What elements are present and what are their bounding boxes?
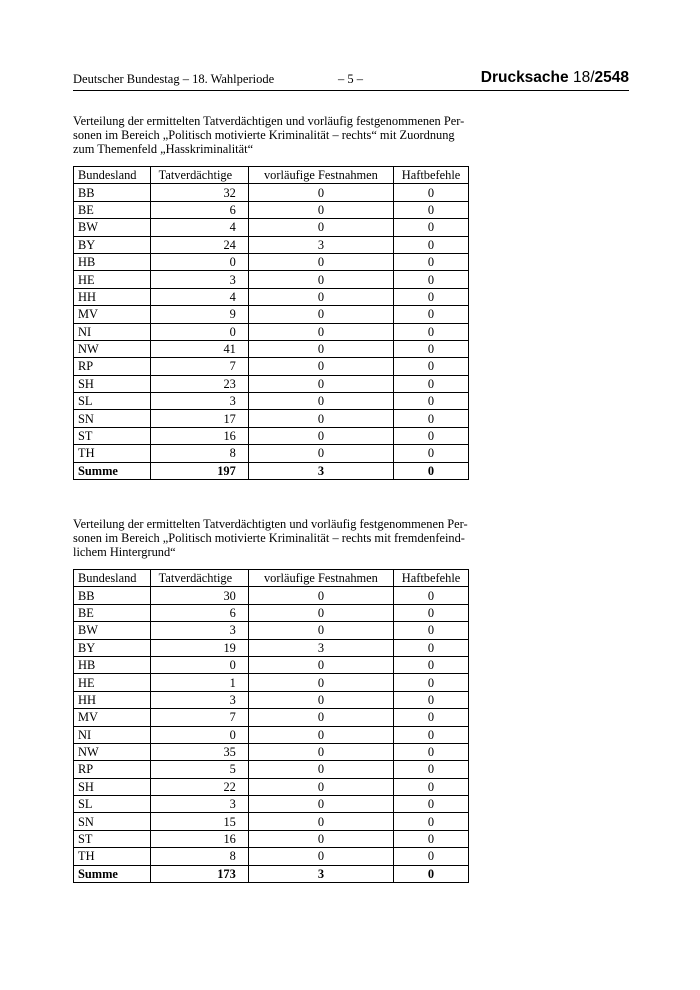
tatverdaechtige-cell: 19 bbox=[150, 639, 248, 656]
table-total-row bbox=[74, 865, 469, 882]
haftbefehle-cell: 0 bbox=[394, 639, 469, 656]
table-row bbox=[74, 184, 469, 201]
column-header: Haftbefehle bbox=[394, 570, 469, 587]
table-row bbox=[74, 604, 469, 621]
haftbefehle-cell: 0 bbox=[394, 306, 469, 323]
document-number-prefix: Drucksache bbox=[480, 69, 573, 86]
table-row bbox=[74, 236, 469, 253]
section2-intro-line: lichem Hintergrund“ bbox=[73, 545, 176, 559]
festnahmen-cell: 0 bbox=[248, 201, 393, 218]
festnahmen-cell: 0 bbox=[248, 778, 393, 795]
table-row bbox=[74, 201, 469, 218]
haftbefehle-cell: 0 bbox=[394, 201, 469, 218]
header-publication: Deutscher Bundestag – 18. Wahlperiode bbox=[73, 72, 275, 86]
column-header: Bundesland bbox=[74, 570, 151, 587]
tatverdaechtige-cell: 8 bbox=[150, 848, 248, 865]
festnahmen-cell: 0 bbox=[248, 184, 393, 201]
table-header-row bbox=[74, 167, 469, 184]
festnahmen-cell: 0 bbox=[248, 288, 393, 305]
haftbefehle-cell: 0 bbox=[394, 445, 469, 462]
tatverdaechtige-cell: 0 bbox=[150, 726, 248, 743]
tatverdaechtige-cell: 7 bbox=[150, 709, 248, 726]
table-row bbox=[74, 656, 469, 673]
column-header: Tatverdächtige bbox=[150, 167, 248, 184]
haftbefehle-cell: 0 bbox=[394, 375, 469, 392]
festnahmen-cell: 0 bbox=[248, 622, 393, 639]
bundesland-cell: BW bbox=[74, 219, 151, 236]
bundesland-cell: ST bbox=[74, 427, 151, 444]
tatverdaechtige-cell: 6 bbox=[150, 201, 248, 218]
bundesland-cell: BW bbox=[74, 622, 151, 639]
table-row bbox=[74, 375, 469, 392]
bundesland-cell: BY bbox=[74, 236, 151, 253]
tatverdaechtige-cell: 16 bbox=[150, 427, 248, 444]
tatverdaechtige-cell: 4 bbox=[150, 288, 248, 305]
tatverdaechtige-cell: 3 bbox=[150, 622, 248, 639]
table-total-row bbox=[74, 462, 469, 479]
tatverdaechtige-cell: 24 bbox=[150, 236, 248, 253]
festnahmen-cell: 0 bbox=[248, 358, 393, 375]
table-row bbox=[74, 288, 469, 305]
tatverdaechtige-cell: 6 bbox=[150, 604, 248, 621]
table-row bbox=[74, 830, 469, 847]
bundesland-cell: SN bbox=[74, 410, 151, 427]
haftbefehle-cell: 0 bbox=[394, 743, 469, 760]
festnahmen-cell: 0 bbox=[248, 813, 393, 830]
table-header-row bbox=[74, 570, 469, 587]
festnahmen-cell: 0 bbox=[248, 587, 393, 604]
festnahmen-cell: 0 bbox=[248, 674, 393, 691]
bundesland-cell: SL bbox=[74, 796, 151, 813]
festnahmen-cell: 0 bbox=[248, 271, 393, 288]
table-row bbox=[74, 271, 469, 288]
page-header bbox=[73, 69, 629, 89]
festnahmen-cell: 0 bbox=[248, 796, 393, 813]
table-row bbox=[74, 445, 469, 462]
tatverdaechtige-cell: 0 bbox=[150, 656, 248, 673]
table-row bbox=[74, 726, 469, 743]
column-header: Bundesland bbox=[74, 167, 151, 184]
total-haftbefehle-cell: 0 bbox=[394, 865, 469, 882]
festnahmen-cell: 0 bbox=[248, 393, 393, 410]
festnahmen-cell: 0 bbox=[248, 848, 393, 865]
bundesland-cell: BB bbox=[74, 587, 151, 604]
tatverdaechtige-cell: 0 bbox=[150, 253, 248, 270]
bundesland-cell: ST bbox=[74, 830, 151, 847]
tatverdaechtige-cell: 23 bbox=[150, 375, 248, 392]
festnahmen-cell: 0 bbox=[248, 375, 393, 392]
total-bundesland-cell: Summe bbox=[74, 462, 151, 479]
tatverdaechtige-cell: 3 bbox=[150, 691, 248, 708]
festnahmen-cell: 0 bbox=[248, 323, 393, 340]
tatverdaechtige-cell: 17 bbox=[150, 410, 248, 427]
bundesland-cell: BE bbox=[74, 201, 151, 218]
table-hate-crime bbox=[73, 166, 469, 480]
bundesland-cell: HH bbox=[74, 691, 151, 708]
tatverdaechtige-cell: 16 bbox=[150, 830, 248, 847]
tatverdaechtige-cell: 22 bbox=[150, 778, 248, 795]
bundesland-cell: NI bbox=[74, 323, 151, 340]
bundesland-cell: RP bbox=[74, 761, 151, 778]
haftbefehle-cell: 0 bbox=[394, 726, 469, 743]
total-festnahmen-cell: 3 bbox=[248, 462, 393, 479]
table-row bbox=[74, 410, 469, 427]
haftbefehle-cell: 0 bbox=[394, 410, 469, 427]
bundesland-cell: TH bbox=[74, 445, 151, 462]
table-row bbox=[74, 674, 469, 691]
total-festnahmen-cell: 3 bbox=[248, 865, 393, 882]
festnahmen-cell: 0 bbox=[248, 306, 393, 323]
table-row bbox=[74, 427, 469, 444]
table-row bbox=[74, 393, 469, 410]
festnahmen-cell: 0 bbox=[248, 726, 393, 743]
haftbefehle-cell: 0 bbox=[394, 427, 469, 444]
table-row bbox=[74, 691, 469, 708]
bundesland-cell: HH bbox=[74, 288, 151, 305]
table-xenophobic-body bbox=[74, 570, 469, 883]
festnahmen-cell: 0 bbox=[248, 604, 393, 621]
bundesland-cell: MV bbox=[74, 306, 151, 323]
haftbefehle-cell: 0 bbox=[394, 271, 469, 288]
table-hate-crime-body bbox=[74, 167, 469, 480]
bundesland-cell: TH bbox=[74, 848, 151, 865]
bundesland-cell: RP bbox=[74, 358, 151, 375]
section2-intro-line: Verteilung der ermittelten Tatverdächtigten und vorläufig festgenommenen Per- bbox=[73, 517, 468, 531]
tatverdaechtige-cell: 0 bbox=[150, 323, 248, 340]
table-xenophobic bbox=[73, 569, 469, 883]
tatverdaechtige-cell: 3 bbox=[150, 271, 248, 288]
festnahmen-cell: 0 bbox=[248, 709, 393, 726]
haftbefehle-cell: 0 bbox=[394, 393, 469, 410]
document-number-id: 2548 bbox=[594, 69, 629, 86]
section1-intro-line: Verteilung der ermittelten Tatverdächtigen und vorläufig festgenommenen Per- bbox=[73, 114, 465, 128]
bundesland-cell: NW bbox=[74, 340, 151, 357]
festnahmen-cell: 0 bbox=[248, 743, 393, 760]
festnahmen-cell: 0 bbox=[248, 656, 393, 673]
tatverdaechtige-cell: 5 bbox=[150, 761, 248, 778]
table-row bbox=[74, 709, 469, 726]
haftbefehle-cell: 0 bbox=[394, 340, 469, 357]
haftbefehle-cell: 0 bbox=[394, 709, 469, 726]
section2-intro-line: sonen im Bereich „Politisch motivierte Kriminalität – rechts mit fremdenfeind- bbox=[73, 531, 465, 545]
table-row bbox=[74, 639, 469, 656]
table-row bbox=[74, 848, 469, 865]
total-haftbefehle-cell: 0 bbox=[394, 462, 469, 479]
section1-intro bbox=[73, 114, 471, 156]
tatverdaechtige-cell: 3 bbox=[150, 393, 248, 410]
tatverdaechtige-cell: 15 bbox=[150, 813, 248, 830]
haftbefehle-cell: 0 bbox=[394, 184, 469, 201]
table-row bbox=[74, 778, 469, 795]
column-header: Tatverdächtige bbox=[150, 570, 248, 587]
bundesland-cell: HB bbox=[74, 253, 151, 270]
festnahmen-cell: 0 bbox=[248, 761, 393, 778]
tatverdaechtige-cell: 41 bbox=[150, 340, 248, 357]
festnahmen-cell: 3 bbox=[248, 639, 393, 656]
total-bundesland-cell: Summe bbox=[74, 865, 151, 882]
haftbefehle-cell: 0 bbox=[394, 358, 469, 375]
haftbefehle-cell: 0 bbox=[394, 236, 469, 253]
bundesland-cell: BY bbox=[74, 639, 151, 656]
tatverdaechtige-cell: 30 bbox=[150, 587, 248, 604]
bundesland-cell: NW bbox=[74, 743, 151, 760]
section1-intro-line: zum Themenfeld „Hasskriminalität“ bbox=[73, 142, 254, 156]
festnahmen-cell: 0 bbox=[248, 445, 393, 462]
bundesland-cell: BE bbox=[74, 604, 151, 621]
festnahmen-cell: 3 bbox=[248, 236, 393, 253]
table-row bbox=[74, 306, 469, 323]
festnahmen-cell: 0 bbox=[248, 340, 393, 357]
tatverdaechtige-cell: 3 bbox=[150, 796, 248, 813]
column-header: vorläufige Festnahmen bbox=[248, 570, 393, 587]
festnahmen-cell: 0 bbox=[248, 253, 393, 270]
haftbefehle-cell: 0 bbox=[394, 778, 469, 795]
haftbefehle-cell: 0 bbox=[394, 830, 469, 847]
haftbefehle-cell: 0 bbox=[394, 587, 469, 604]
header-rule bbox=[73, 90, 629, 91]
tatverdaechtige-cell: 35 bbox=[150, 743, 248, 760]
festnahmen-cell: 0 bbox=[248, 410, 393, 427]
tatverdaechtige-cell: 9 bbox=[150, 306, 248, 323]
column-header: Haftbefehle bbox=[394, 167, 469, 184]
table-row bbox=[74, 323, 469, 340]
table-row bbox=[74, 358, 469, 375]
bundesland-cell: SH bbox=[74, 375, 151, 392]
festnahmen-cell: 0 bbox=[248, 427, 393, 444]
haftbefehle-cell: 0 bbox=[394, 761, 469, 778]
haftbefehle-cell: 0 bbox=[394, 323, 469, 340]
haftbefehle-cell: 0 bbox=[394, 813, 469, 830]
haftbefehle-cell: 0 bbox=[394, 219, 469, 236]
festnahmen-cell: 0 bbox=[248, 691, 393, 708]
bundesland-cell: BB bbox=[74, 184, 151, 201]
haftbefehle-cell: 0 bbox=[394, 796, 469, 813]
bundesland-cell: NI bbox=[74, 726, 151, 743]
section2-intro bbox=[73, 517, 471, 559]
bundesland-cell: MV bbox=[74, 709, 151, 726]
haftbefehle-cell: 0 bbox=[394, 691, 469, 708]
tatverdaechtige-cell: 7 bbox=[150, 358, 248, 375]
bundesland-cell: HE bbox=[74, 271, 151, 288]
table-row bbox=[74, 761, 469, 778]
table-row bbox=[74, 219, 469, 236]
tatverdaechtige-cell: 32 bbox=[150, 184, 248, 201]
table-row bbox=[74, 253, 469, 270]
haftbefehle-cell: 0 bbox=[394, 622, 469, 639]
haftbefehle-cell: 0 bbox=[394, 674, 469, 691]
total-tatverdaechtige-cell: 173 bbox=[150, 865, 248, 882]
haftbefehle-cell: 0 bbox=[394, 253, 469, 270]
column-header: vorläufige Festnahmen bbox=[248, 167, 393, 184]
bundesland-cell: SN bbox=[74, 813, 151, 830]
tatverdaechtige-cell: 8 bbox=[150, 445, 248, 462]
bundesland-cell: SH bbox=[74, 778, 151, 795]
table-row bbox=[74, 813, 469, 830]
festnahmen-cell: 0 bbox=[248, 830, 393, 847]
haftbefehle-cell: 0 bbox=[394, 656, 469, 673]
tatverdaechtige-cell: 4 bbox=[150, 219, 248, 236]
page-number: – 5 – bbox=[338, 72, 363, 86]
document-number-period: 18/ bbox=[572, 69, 595, 86]
total-tatverdaechtige-cell: 197 bbox=[150, 462, 248, 479]
table-row bbox=[74, 796, 469, 813]
table-row bbox=[74, 622, 469, 639]
haftbefehle-cell: 0 bbox=[394, 848, 469, 865]
bundesland-cell: SL bbox=[74, 393, 151, 410]
section1-intro-line: sonen im Bereich „Politisch motivierte Kriminalität – rechts“ mit Zuordnung bbox=[73, 128, 455, 142]
festnahmen-cell: 0 bbox=[248, 219, 393, 236]
bundesland-cell: HB bbox=[74, 656, 151, 673]
haftbefehle-cell: 0 bbox=[394, 604, 469, 621]
table-row bbox=[74, 743, 469, 760]
haftbefehle-cell: 0 bbox=[394, 288, 469, 305]
table-row bbox=[74, 587, 469, 604]
tatverdaechtige-cell: 1 bbox=[150, 674, 248, 691]
table-row bbox=[74, 340, 469, 357]
bundesland-cell: HE bbox=[74, 674, 151, 691]
document-number bbox=[481, 69, 629, 87]
